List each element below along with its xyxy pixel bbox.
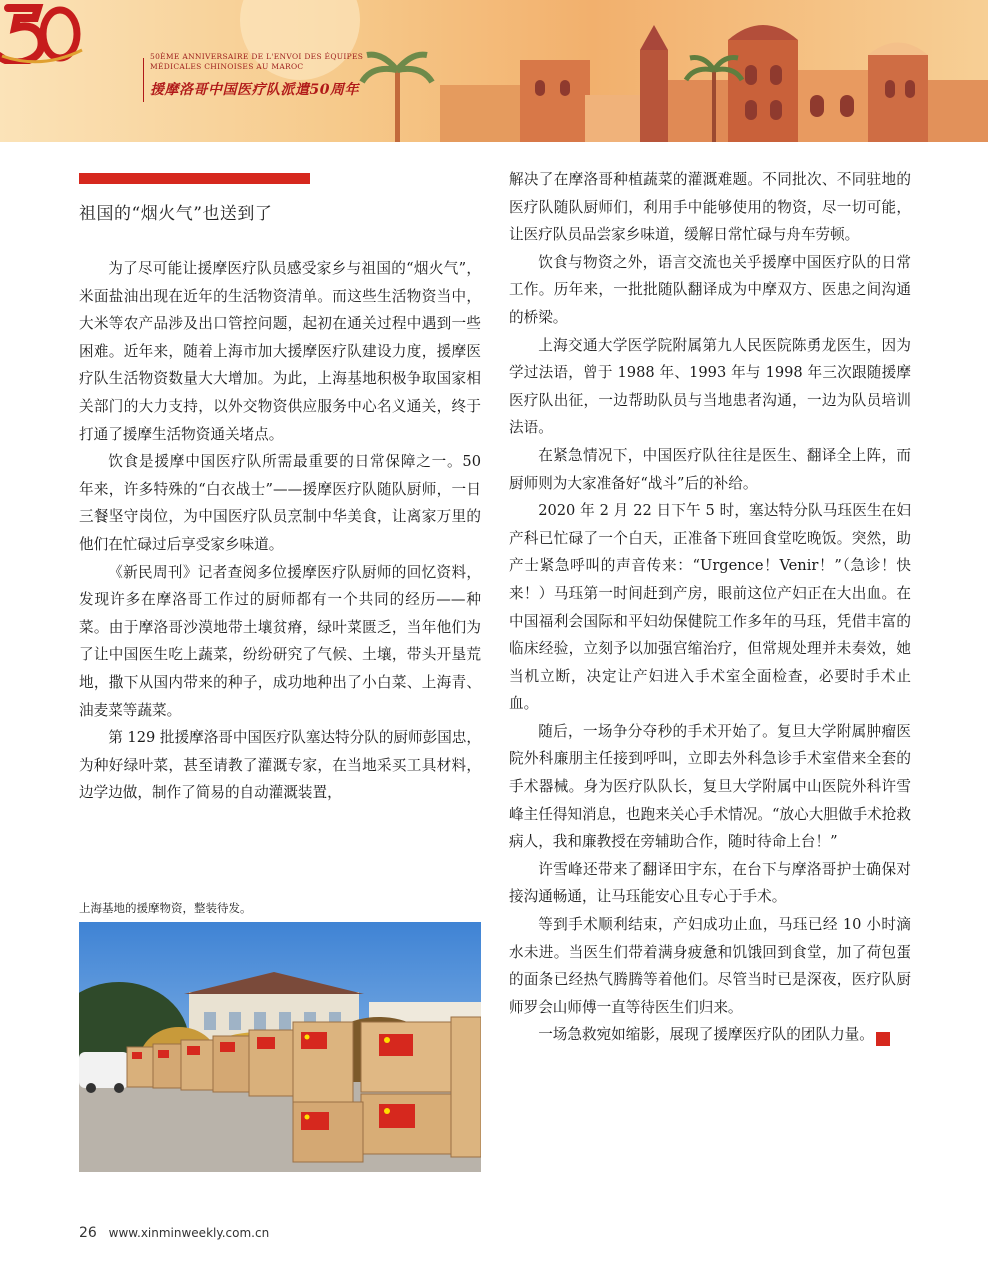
website-url[interactable]: www.xinminweekly.com.cn bbox=[108, 1226, 270, 1240]
right-column bbox=[509, 166, 916, 1049]
photo-caption: 上海基地的援摩物资，整装待发。 bbox=[79, 901, 252, 915]
banner-chinese-title: 援摩洛哥中国医疗队派遣50周年 bbox=[150, 82, 359, 98]
paragraph: 随后，一场争分夺秒的手术开始了。复旦大学附属肿瘤医院外科廉朋主任接到呼叫，立即去外科急诊手术室借来全套的手术器械。身为医疗队队长，复旦大学附属中山医院外科许雪峰主任得知消息，也跑来关心手术情况。“放心大胆做手术抢救病人，我和廉教授在旁辅助合作，随时待命上台！” bbox=[509, 722, 911, 851]
left-column bbox=[79, 255, 481, 807]
banner-divider bbox=[143, 58, 144, 102]
paragraph: 2020 年 2 月 22 日下午 5 时，塞达特分队马珏医生在妇产科已忙碌了一个白天，正准备下班回食堂吃晚饭。突然，助产士紧急呼叫的声音传来：“Urgence！Venir！”（急诊！快来！）马珏第一时间赶到产房，眼前这位产妇正在大出血。在中国福利会国际和平妇幼保健院工作多年的马珏，凭借丰富的临床经验，立刻予以加强宫缩治疗，但常规处理并未奏效，她当机立断，决定让产妇进入手术室全面检查，必要时手术止血。 bbox=[509, 502, 911, 713]
paragraph: 在紧急情况下，中国医疗队往往是医生、翻译全上阵，而厨师则为大家准备好“战斗”后的补给。 bbox=[509, 446, 911, 492]
paragraph: 饮食与物资之外，语言交流也关乎援摩中国医疗队的日常工作。历年来，一批批随队翻译成为中摩双方、医患之间沟通的桥梁。 bbox=[509, 253, 911, 326]
paragraph: 许雪峰还带来了翻译田宇东，在台下与摩洛哥护士确保对接沟通畅通，让马珏能安心且专心于手术。 bbox=[509, 860, 911, 906]
anniversary-50-logo bbox=[0, 0, 84, 64]
banner-titles bbox=[150, 52, 390, 99]
paragraph: 饮食是援摩中国医疗队所需最重要的日常保障之一。50 年来，许多特殊的“白衣战士”——援摩医疗队随队厨师，一日三餐坚守岗位，为中国医疗队员烹制中华美食，让离家万里的他们在忙碌过后享受家乡味道。 bbox=[79, 453, 481, 553]
end-mark-icon: 民 bbox=[876, 1032, 890, 1046]
paragraph: 上海交通大学医学院附属第九人民医院陈勇龙医生，因为学过法语，曾于 1988 年、1993 年与 1998 年三次跟随援摩医疗队出征，一边帮助队员与当地患者沟通，一边为队员培训法语。 bbox=[509, 336, 911, 437]
page-footer bbox=[79, 1225, 269, 1241]
moroccan-skyline-illustration bbox=[0, 0, 988, 142]
header-banner bbox=[0, 0, 988, 142]
paragraph: 第 129 批援摩洛哥中国医疗队塞达特分队的厨师彭国忠，为种好绿叶菜，甚至请教了灌溉专家，在当地采买工具材料，边学边做，制作了简易的自动灌溉装置， bbox=[79, 729, 481, 802]
paragraph: 《新民周刊》记者查阅多位援摩医疗队厨师的回忆资料，发现许多在摩洛哥工作过的厨师都有一个共同的经历——种菜。由于摩洛哥沙漠地带土壤贫瘠，绿叶菜匮乏，当年他们为了让中国医生吃上蔬菜，纷纷研究了气候、土壤，带头开垦荒地，撒下从国内带来的种子，成功地种出了小白菜、上海青、油麦菜等蔬菜。 bbox=[79, 563, 481, 719]
page-number: 26 bbox=[79, 1225, 97, 1241]
supplies-photo bbox=[79, 922, 481, 1172]
paragraph: 为了尽可能让援摩医疗队员感受家乡与祖国的“烟火气”，米面盐油出现在近年的生活物资清单。而这些生活物资当中，大米等农产品涉及出口管控问题，起初在通关过程中遇到一些困难。近年来，随着上海市加大援摩医疗队建设力度，援摩医疗队生活物资数量大大增加。为此，上海基地积极争取国家相关部门的大力支持，以外交物资供应服务中心名义通关，终于打通了援摩生活物资通关堵点。 bbox=[79, 260, 481, 443]
paragraph-continuation: 解决了在摩洛哥种植蔬菜的灌溉难题。不同批次、不同驻地的医疗队随队厨师们，利用手中能够使用的物资，尽一切可能，让医疗队员品尝家乡味道，缓解日常忙碌与舟车劳顿。 bbox=[509, 171, 911, 244]
section-accent-bar bbox=[79, 173, 310, 184]
final-paragraph-text: 一场急救宛如缩影，展现了援摩医疗队的团队力量。 bbox=[538, 1026, 874, 1044]
section-title: 祖国的“烟火气”也送到了 bbox=[79, 204, 273, 224]
paragraph: 等到手术顺利结束，产妇成功止血，马珏已经 10 小时滴水未进。当医生们带着满身疲惫和饥饿回到食堂，加了荷包蛋的面条已经热气腾腾等着他们。尽管当时已是深夜，医疗队厨师罗会山师傅一直等待医生们归来。 bbox=[509, 916, 911, 1016]
final-paragraph bbox=[509, 1021, 916, 1049]
banner-french-title: 50ÈME ANNIVERSAIRE DE L'ENVOI DES ÉQUIPES MÉDICALES CHINOISES AU MAROC bbox=[150, 52, 364, 71]
